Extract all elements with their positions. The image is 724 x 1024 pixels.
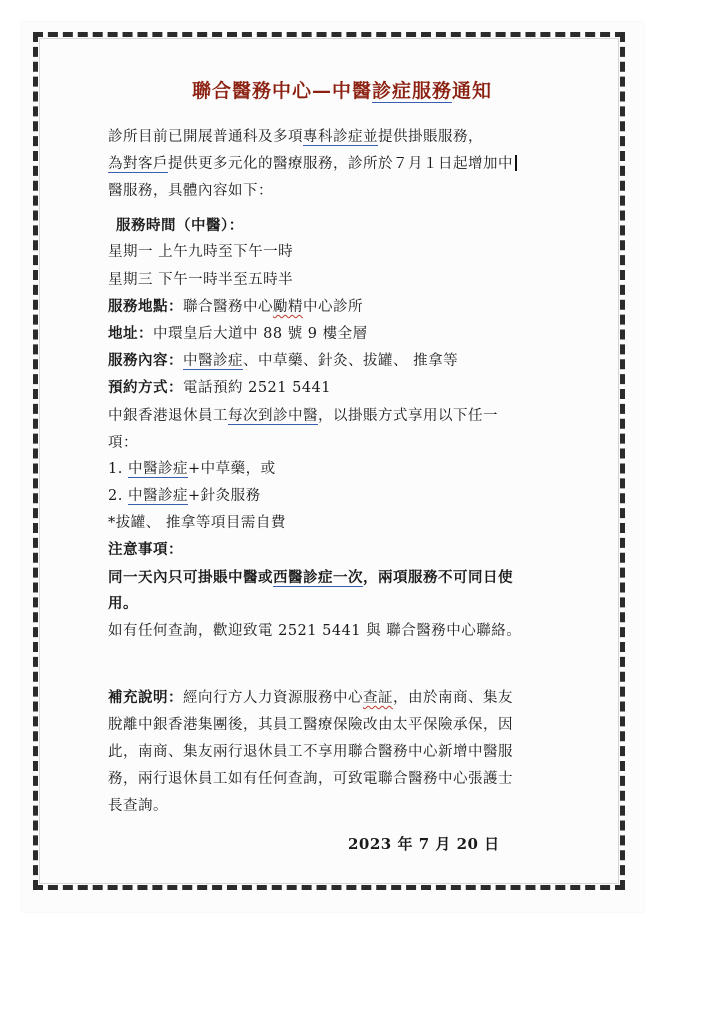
- supplement-flagged: 查証: [363, 690, 393, 706]
- supplement-label: 補充說明：: [108, 689, 183, 706]
- booking-value: 電話預約 2521 5441: [183, 380, 332, 396]
- notice-line-1: [108, 566, 513, 587]
- location-line: [108, 295, 363, 316]
- hours-monday: 星期一 上午九時至下午一時: [108, 244, 294, 260]
- page-title: [0, 76, 684, 103]
- notice-text-end: ，兩項服務不可同日使: [363, 569, 513, 586]
- location-value: 聯合醫務中心: [183, 299, 273, 315]
- option-text: +中草藥，或: [187, 461, 276, 477]
- intro-line-2: [108, 152, 517, 173]
- location-value-end: 中心診所: [303, 299, 363, 315]
- option-number: 1.: [108, 461, 128, 477]
- supplement-line-2: 脫離中銀香港集團後，其員工醫療保險改由太平保險承保，因: [108, 717, 513, 733]
- enquiry-line: 如有任何查詢，歡迎致電 2521 5441 與 聯合醫務中心聯絡。: [108, 623, 522, 639]
- self-pay-note: *拔罐、 推拿等項目需自費: [108, 515, 286, 531]
- service-content-line: [108, 349, 458, 370]
- address-value: 中環皇后大道中 88 號 9 樓全層: [153, 326, 368, 342]
- notice-text: 同一天內只可掛賬中醫或: [108, 569, 273, 586]
- notice-highlight: 西醫診症一次: [273, 569, 363, 586]
- location-label: 服務地點：: [108, 298, 183, 315]
- content-label: 服務內容：: [108, 352, 183, 369]
- supplement-line-1: [108, 686, 513, 707]
- supplement-text-end: ，由於南商、集友: [393, 690, 513, 706]
- address-line: [108, 322, 368, 343]
- eligibility-line-1: [108, 404, 498, 425]
- address-label: 地址：: [108, 325, 153, 342]
- title-text-end: 通知: [452, 80, 493, 102]
- notice-heading: 注意事項：: [108, 541, 183, 558]
- booking-line: [108, 376, 331, 397]
- supplement-line-4: 務，兩行退休員工如有任何查詢，可致電聯合醫務中心張護士: [108, 771, 513, 787]
- booking-label: 預約方式：: [108, 379, 183, 396]
- supplement-text: 經向行方人力資源服務中心: [183, 690, 363, 706]
- content-value: 、中草藥、針灸、拔罐、 推拿等: [243, 353, 459, 369]
- option-text: +針灸服務: [187, 488, 261, 504]
- option-item: [108, 484, 261, 505]
- title-text: 聯合醫務中心—中醫: [191, 80, 372, 102]
- option-highlight: 中醫診症: [127, 461, 188, 477]
- intro-line-3: 醫服務，具體內容如下：: [108, 183, 273, 199]
- content-highlight: 中醫診症: [183, 353, 243, 369]
- supplement-line-5: 長查詢。: [108, 798, 168, 814]
- eligibility-line-2: 項：: [108, 435, 138, 451]
- option-item: [108, 457, 276, 478]
- intro-text: 診所目前已開展普通科及多項: [108, 129, 303, 145]
- hours-heading: 服務時間（中醫）：: [116, 217, 244, 234]
- intro-line-1: [108, 125, 483, 146]
- option-number: 2.: [108, 488, 128, 504]
- eligibility-text: 中銀香港退休員工: [108, 408, 228, 424]
- notice-date: 2023 年 7 月 20 日: [348, 835, 500, 853]
- supplement-line-3: 此，南商、集友兩行退休員工不享用聯合醫務中心新增中醫服: [108, 744, 513, 760]
- notice-line-2: 用。: [108, 595, 138, 612]
- option-highlight: 中醫診症: [127, 488, 188, 504]
- text-cursor: [515, 155, 517, 171]
- eligibility-highlight: 每次到診中醫: [228, 408, 318, 424]
- eligibility-text-end: ，以掛賬方式享用以下任一: [318, 408, 498, 424]
- title-text-underlined: 診症服務: [371, 80, 452, 102]
- intro-text: 提供掛賬服務，: [378, 129, 483, 145]
- intro-highlight: 專科診症並: [303, 129, 378, 145]
- location-value-flagged: 勵精: [273, 299, 303, 315]
- intro-text: 提供更多元化的醫療服務，診所於７月１日起增加中: [168, 156, 513, 172]
- hours-wednesday: 星期三 下午一時半至五時半: [108, 272, 294, 288]
- intro-highlight: 為對客戶: [108, 156, 168, 172]
